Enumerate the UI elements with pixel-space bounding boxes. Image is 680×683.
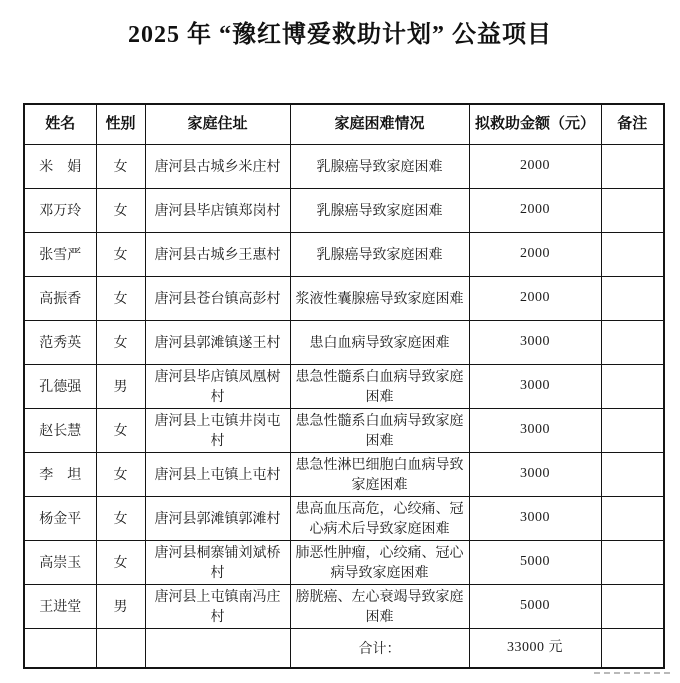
cell-gender: 女 [96,540,145,584]
table-row [24,452,664,496]
table-row [24,232,664,276]
cell-address: 唐河县毕店镇郑岗村 [145,188,290,232]
cell-gender: 女 [96,144,145,188]
cell-name: 米 娟 [24,144,96,188]
cell-amount: 3000 [469,320,601,364]
total-label: 合计： [290,628,469,668]
table-header-row [24,104,664,144]
cell-name: 范秀英 [24,320,96,364]
cell-note [601,188,664,232]
cell-amount: 3000 [469,496,601,540]
cell-situation: 乳腺癌导致家庭困难 [290,144,469,188]
cell-situation: 患高血压高危，心绞痛、冠心病术后导致家庭困难 [290,496,469,540]
cell-situation: 膀胱癌、左心衰竭导致家庭困难 [290,584,469,628]
table-row [24,276,664,320]
cell-name: 赵长慧 [24,408,96,452]
cell-name: 邓万玲 [24,188,96,232]
cell-address: 唐河县毕店镇凤凰树村 [145,364,290,408]
table-total-row [24,628,664,668]
table-row [24,188,664,232]
col-header-note: 备注 [601,104,664,144]
cell-situation: 患急性髓系白血病导致家庭困难 [290,408,469,452]
cell-situation: 乳腺癌导致家庭困难 [290,188,469,232]
cell-situation: 患急性淋巴细胞白血病导致家庭困难 [290,452,469,496]
table-row [24,320,664,364]
cell-amount: 2000 [469,188,601,232]
table-row [24,408,664,452]
cell-note [601,364,664,408]
col-header-address: 家庭住址 [145,104,290,144]
col-header-name: 姓名 [24,104,96,144]
cell-amount: 2000 [469,276,601,320]
cell-gender: 女 [96,276,145,320]
total-empty-address [145,628,290,668]
cell-note [601,540,664,584]
cell-amount: 2000 [469,144,601,188]
col-header-gender: 性别 [96,104,145,144]
col-header-situation: 家庭困难情况 [290,104,469,144]
total-empty-name [24,628,96,668]
cell-amount: 3000 [469,452,601,496]
cell-situation: 患急性髓系白血病导致家庭困难 [290,364,469,408]
cell-note [601,452,664,496]
total-empty-note [601,628,664,668]
cell-address: 唐河县郭滩镇遂王村 [145,320,290,364]
total-empty-gender [96,628,145,668]
cell-note [601,276,664,320]
cell-name: 孔德强 [24,364,96,408]
cell-address: 唐河县郭滩镇郭滩村 [145,496,290,540]
cell-name: 杨金平 [24,496,96,540]
cell-amount: 5000 [469,584,601,628]
cell-gender: 女 [96,452,145,496]
cell-gender: 女 [96,320,145,364]
cell-situation: 患白血病导致家庭困难 [290,320,469,364]
cell-gender: 男 [96,364,145,408]
cell-gender: 女 [96,408,145,452]
cell-note [601,232,664,276]
cell-amount: 2000 [469,232,601,276]
cell-situation: 乳腺癌导致家庭困难 [290,232,469,276]
cell-note [601,408,664,452]
cell-address: 唐河县上屯镇上屯村 [145,452,290,496]
cell-address: 唐河县上屯镇南冯庄村 [145,584,290,628]
table-row [24,144,664,188]
page-title: 2025 年 “豫红博爱救助计划” 公益项目 [128,22,552,48]
cell-address: 唐河县苍台镇高彭村 [145,276,290,320]
cell-situation: 肺恶性肿瘤，心绞痛、冠心病导致家庭困难 [290,540,469,584]
cell-note [601,144,664,188]
table-row [24,496,664,540]
cell-gender: 女 [96,496,145,540]
cell-name: 张雪严 [24,232,96,276]
col-header-amount: 拟救助金额（元） [469,104,601,144]
aid-project-table [23,103,665,669]
table-row [24,364,664,408]
cell-address: 唐河县古城乡米庄村 [145,144,290,188]
cell-name: 高崇玉 [24,540,96,584]
cell-name: 高振香 [24,276,96,320]
table-row [24,540,664,584]
cell-address: 唐河县桐寨铺刘斌桥村 [145,540,290,584]
cell-address: 唐河县上屯镇井岗屯村 [145,408,290,452]
cell-note [601,496,664,540]
cell-situation: 浆液性囊腺癌导致家庭困难 [290,276,469,320]
cell-address: 唐河县古城乡王惠村 [145,232,290,276]
cell-amount: 5000 [469,540,601,584]
cell-gender: 女 [96,232,145,276]
cell-name: 李 坦 [24,452,96,496]
cell-note [601,584,664,628]
cell-gender: 男 [96,584,145,628]
cell-name: 王进堂 [24,584,96,628]
cell-amount: 3000 [469,408,601,452]
cell-note [601,320,664,364]
total-amount: 33000 元 [469,628,601,668]
scan-artifact [594,672,670,674]
cell-gender: 女 [96,188,145,232]
cell-amount: 3000 [469,364,601,408]
table-row [24,584,664,628]
